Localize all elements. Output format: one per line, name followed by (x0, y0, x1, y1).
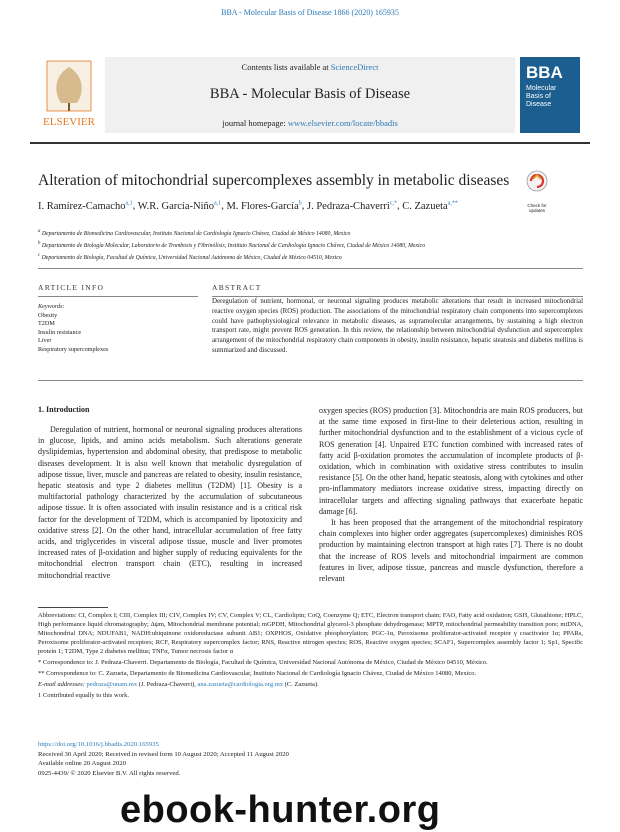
keywords-label: Keywords: (38, 303, 65, 310)
homepage-line: journal homepage: www.elsevier.com/locate/bbadis (222, 118, 398, 128)
affiliation: $^c$ Departamento de Biología, Facultad de Química, Universidad Nacional Autónoma de México, Ciudad de México 04510, Mexico (38, 252, 342, 261)
homepage-link[interactable]: www.elsevier.com/locate/bbadis (287, 118, 398, 128)
sciencedirect-link[interactable]: ScienceDirect (330, 62, 379, 72)
body-column-left (38, 424, 302, 581)
elsevier-logo (33, 57, 105, 133)
divider (38, 380, 583, 381)
footnote-rule (38, 607, 108, 608)
author[interactable]: J. Pedraza-Chaverri$^{c,*}$ (307, 200, 397, 212)
abbreviations: Abbreviations: CI, Complex I; CIII, Complex III; CIV, Complex IV; CV, Complex V; CL, Cardiolipin; CoQ, Coenzyme Q; ETC, Electron transport chain; FAO, Fatty acid oxidation; GSH, Glutathione; HPLC, High performance liquid chromatography; Δψm, Mitochondrial membrane potential; mGPDH, Mitochondrial glycerol-3 phosphate dehydrogenase; MPTP, mitochondrial permeability transition pore; mtDNA, Mitochondrial DNA; NDUFAB1, NADH:ubiquinone oxidoreductase subunit AB1; OXPHOS, Oxidative phosphorylation; PGC-1α, Peroxisome proliferator-activated receptor γ coactivator 1α; PPARs, Peroxisome proliferator-activated receptors; RCF, Respiratory supercomplex factor; RNS, Reactive nitrogen species; ROS, Reactive oxygen species; SCAF1, Supercomplex assembly factor 1; Sp1, Specific protein 1; T2DM, Type 2 diabetes mellitus; TNFα, Tumor necrosis factor α (38, 612, 583, 655)
header-rule (30, 142, 590, 144)
section-heading: 1. Introduction (38, 405, 90, 414)
affiliations (38, 227, 578, 263)
publication-info (38, 740, 338, 778)
journal-citation[interactable]: BBA - Molecular Basis of Disease 1866 (2020) 165935 (221, 8, 399, 17)
contents-line: Contents lists available at ScienceDirect (241, 62, 379, 72)
email-line: E-mail addresses: pedraza@unam.mx (J. Pedraza-Chaverri), ana.zazueta@cardiologia.org.mx (C. Zazueta). (38, 681, 319, 688)
affiliation: $^a$ Departamento de Biomedicina Cardiovascular, Instituto Nacional de Cardiología Ignacio Chávez, Ciudad de México 14080, Mexico (38, 229, 351, 237)
online-date: Available online 20 August 2020 (38, 760, 126, 767)
keyword: Liver (38, 337, 52, 345)
paragraph: It has been proposed that the arrangement of the mitochondrial respiratory chain complexes into higher order aggregates (supercomplexes) diminishes ROS production by maintaining electron transport at high rates [7]. There is no doubt that the increase of ROS levels and mitochondrial impairment are common features in liver, adipose tissue, pancreas and muscle dysfunction, therefore a relevant (319, 518, 583, 584)
body-column-right (319, 405, 583, 584)
copyright: 0925-4439/ © 2020 Elsevier B.V. All rights reserved. (38, 769, 181, 777)
author[interactable]: C. Zazueta$^{a,**}$ (402, 200, 458, 212)
divider (38, 268, 583, 269)
divider (38, 296, 198, 297)
correspondence: ** Correspondence to: C. Zazueta, Departamento de Biomedicina Cardiovascular, Instituto Nacional de Cardiología Ignacio Chávez, Ciudad de México 14080, Mexico. (38, 670, 477, 677)
author[interactable]: W.R. García-Niño$^{a,1}$ (137, 200, 222, 212)
svg-text:ELSEVIER: ELSEVIER (43, 116, 95, 128)
received-dates: Received 30 April 2020; Received in revised form 10 August 2020; Accepted 11 August 2020 (38, 750, 289, 758)
watermark: ebook-hunter.org (120, 789, 441, 831)
email-link[interactable]: pedraza@unam.mx (86, 681, 138, 688)
doi-link[interactable]: https://doi.org/10.1016/j.bbadis.2020.165935 (38, 741, 159, 748)
author[interactable]: M. Flores-García$^b$ (226, 200, 302, 212)
paragraph: oxygen species (ROS) production [3]. Mitochondria are main ROS producers, but at the same time exposed in first-line to their deleterious action, resulting in further mitochondrial dysfunction and to the establishment of a vicious cycle of ROS generation [4]. Unpaired ETC function combined with increased rates of fatty acid β-oxidation promotes the accumulation of incomplete products of β-oxidation, which in combination with oxidative stress contributes to insulin resistance [5]. On the other hand, hepatic steatosis, along with cytokines and other pro-inflammatory mediators increase oxidative stress, impacting directly on intracellular targets and affecting signaling pathways that exacerbate hepatic damage [6]. (319, 406, 583, 516)
author[interactable]: I. Ramírez-Camacho$^{a,1}$ (38, 200, 133, 212)
article-title: Alteration of mitochondrial supercomplexes assembly in metabolic diseases (38, 172, 510, 189)
equal-contribution: 1 Contributed equally to this work. (38, 692, 129, 699)
affiliation: $^b$ Departamento de Biología Molecular, Laboratorio de Trombosis y Fibrinólisis, Instituto Nacional de Cardiología Ignacio Chávez, Ciudad de México 14080, Mexico (38, 240, 426, 249)
journal-name: BBA - Molecular Basis of Disease (209, 86, 411, 102)
check-for-updates-badge[interactable]: Check for updates (520, 168, 554, 204)
correspondence: * Correspondence to: J. Pedraza-Chaverri. Departamento de Biología, Facultad de Química, Universidad Nacional Autónoma de México, Ciudad de México 04510, México. (38, 659, 488, 666)
keyword: Obesity (38, 311, 58, 319)
keyword: Insulin resistance (38, 328, 82, 336)
keyword: Respiratory supercomplexes (38, 345, 109, 353)
article-info-heading: ARTICLE INFO (38, 283, 105, 292)
keywords-block (38, 303, 203, 355)
email-link[interactable]: ana.zazueta@cardiologia.org.mx (197, 681, 283, 688)
abstract-text: Deregulation of nutrient, hormonal, or neuronal signaling produces metabolic alterations that result in increased mitochondrial reactive oxygen species (ROS) production. The associations of the mitochondrial respiratory chain components into supercomplexes could have pathophysiological relevance in metabolic diseases, as supramolecular arrangements, by sustaining a high electron transport rate, might prevent ROS generation. In this review, the relationship between mitochondrial dysfunction and supercomplex arrangement of the mitochondrial respiratory chain components in obesity, insulin resistance, hepatic steatosis and diabetes mellitus is summarized and discussed. (212, 298, 583, 354)
keyword: T2DM (38, 320, 55, 328)
author-list: I. Ramírez-Camacho$^{a,1}$, W.R. García-Niño$^{a,1}$, M. Flores-García$^b$, J. Pedraza-Chaverri$^{c,*}$, C. Zazueta$^{a,**}$ (38, 200, 458, 212)
journal-cover: BBA Molecular Basis of Disease (520, 57, 580, 133)
paragraph: Deregulation of nutrient, hormonal or neuronal signaling produces alterations in glucose, lipids, and amino acids metabolism. Such alterations generate dyslipidemias, hypertension and abdominal obesity, that predispose to metabolic diseases development. It is also well known that metabolic dysregulation of adipose tissue, liver, muscle and pancreas are related to obesity, insulin resistance, hepatic steatosis and type 2 diabetes mellitus (T2DM) [1]. Obesity is a multifactorial pathology characterized by the accumulation of subcutaneous adipose tissue. It is often associated with insulin resistance and is a critical risk factor for the development of T2DM, which is accompanied by lipotoxicity and oxidative stress [2]. On the other hand, intracellular accumulation of free fatty acids, and triglycerides in visceral adipose tissue, muscle and liver promotes increased rates of β-oxidation and higher supply of reducing equivalents for the mitochondrial electron transport chain (ETC), resulting in increased mitochondrial reactive (38, 425, 302, 580)
abstract-heading: ABSTRACT (212, 283, 262, 292)
footnotes (38, 611, 583, 702)
